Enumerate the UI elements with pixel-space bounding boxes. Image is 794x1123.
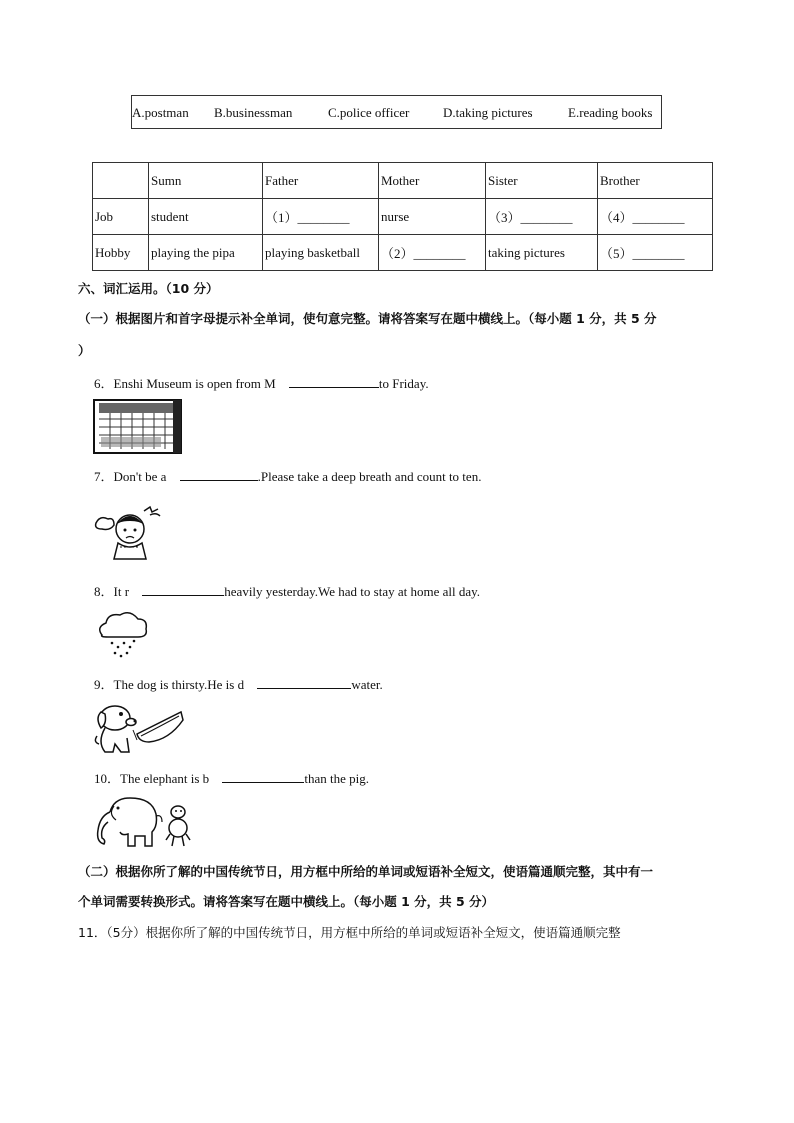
part2-instruction-cont: 个单词需要转换形式。请将答案写在题中横线上。（每小题 1 分，共 5 分） bbox=[78, 894, 495, 909]
answer-blank[interactable] bbox=[257, 676, 351, 689]
table-cell: playing the pipa bbox=[149, 235, 263, 271]
table-cell: Sister bbox=[486, 163, 598, 199]
answer-blank[interactable] bbox=[222, 770, 304, 783]
part2-instruction: （二）根据你所了解的中国传统节日，用方框中所给的单词或短语补全短文，使语篇通顺完整，其中有一 bbox=[78, 864, 654, 879]
option-a: A.postman bbox=[132, 105, 189, 120]
rain-cloud-icon bbox=[96, 611, 148, 661]
section6-title: 六、词汇运用。（10 分） bbox=[78, 281, 219, 296]
table-cell[interactable]: （3）________ bbox=[486, 199, 598, 235]
table-cell[interactable]: （1）________ bbox=[263, 199, 379, 235]
table-cell[interactable]: （2）________ bbox=[379, 235, 486, 271]
calendar-icon bbox=[93, 397, 183, 455]
table-cell: taking pictures bbox=[486, 235, 598, 271]
table-cell: Mother bbox=[379, 163, 486, 199]
table-row bbox=[93, 199, 713, 235]
table-cell: Sumn bbox=[149, 163, 263, 199]
table-cell: student bbox=[149, 199, 263, 235]
question-6: 6．Enshi Museum is open from M to Friday. bbox=[94, 376, 429, 391]
drinking-dog-icon bbox=[93, 700, 185, 756]
answer-blank[interactable] bbox=[142, 583, 224, 596]
table-cell: nurse bbox=[379, 199, 486, 235]
question-8: 8．It r heavily yesterday.We had to stay at home all day. bbox=[94, 584, 481, 599]
table-cell[interactable]: （4）________ bbox=[598, 199, 713, 235]
table-cell: Brother bbox=[598, 163, 713, 199]
family-info-table bbox=[92, 162, 713, 271]
part1-instruction: （一）根据图片和首字母提示补全单词，使句意完整。请将答案写在题中横线上。（每小题 1 分，共 5 分 bbox=[78, 311, 657, 326]
question-7: 7．Don't be a .Please take a deep breath and count to ten. bbox=[94, 469, 482, 484]
elephant-pig-icon bbox=[94, 794, 194, 850]
table-cell: Father bbox=[263, 163, 379, 199]
table-cell bbox=[93, 163, 149, 199]
answer-blank[interactable] bbox=[180, 468, 258, 481]
question-10: 10．The elephant is b than the pig. bbox=[94, 771, 370, 786]
table-cell: Hobby bbox=[93, 235, 149, 271]
table-header-row bbox=[93, 163, 713, 199]
part1-instruction-cont: ） bbox=[78, 343, 91, 358]
answer-blank[interactable] bbox=[289, 375, 379, 388]
table-row bbox=[93, 235, 713, 271]
option-d: D.taking pictures bbox=[443, 105, 533, 120]
table-cell: playing basketball bbox=[263, 235, 379, 271]
option-c: C.police officer bbox=[328, 105, 410, 120]
table-cell: Job bbox=[93, 199, 149, 235]
table-cell[interactable]: （5）________ bbox=[598, 235, 713, 271]
question-9: 9．The dog is thirsty.He is d water. bbox=[94, 677, 383, 692]
options-box bbox=[131, 95, 662, 129]
angry-girl-icon bbox=[94, 501, 166, 561]
option-b: B.businessman bbox=[214, 105, 293, 120]
question-11: 11．（5分）根据你所了解的中国传统节日，用方框中所给的单词或短语补全短文，使语篇通顺完整 bbox=[78, 925, 621, 940]
option-e: E.reading books bbox=[568, 105, 653, 120]
